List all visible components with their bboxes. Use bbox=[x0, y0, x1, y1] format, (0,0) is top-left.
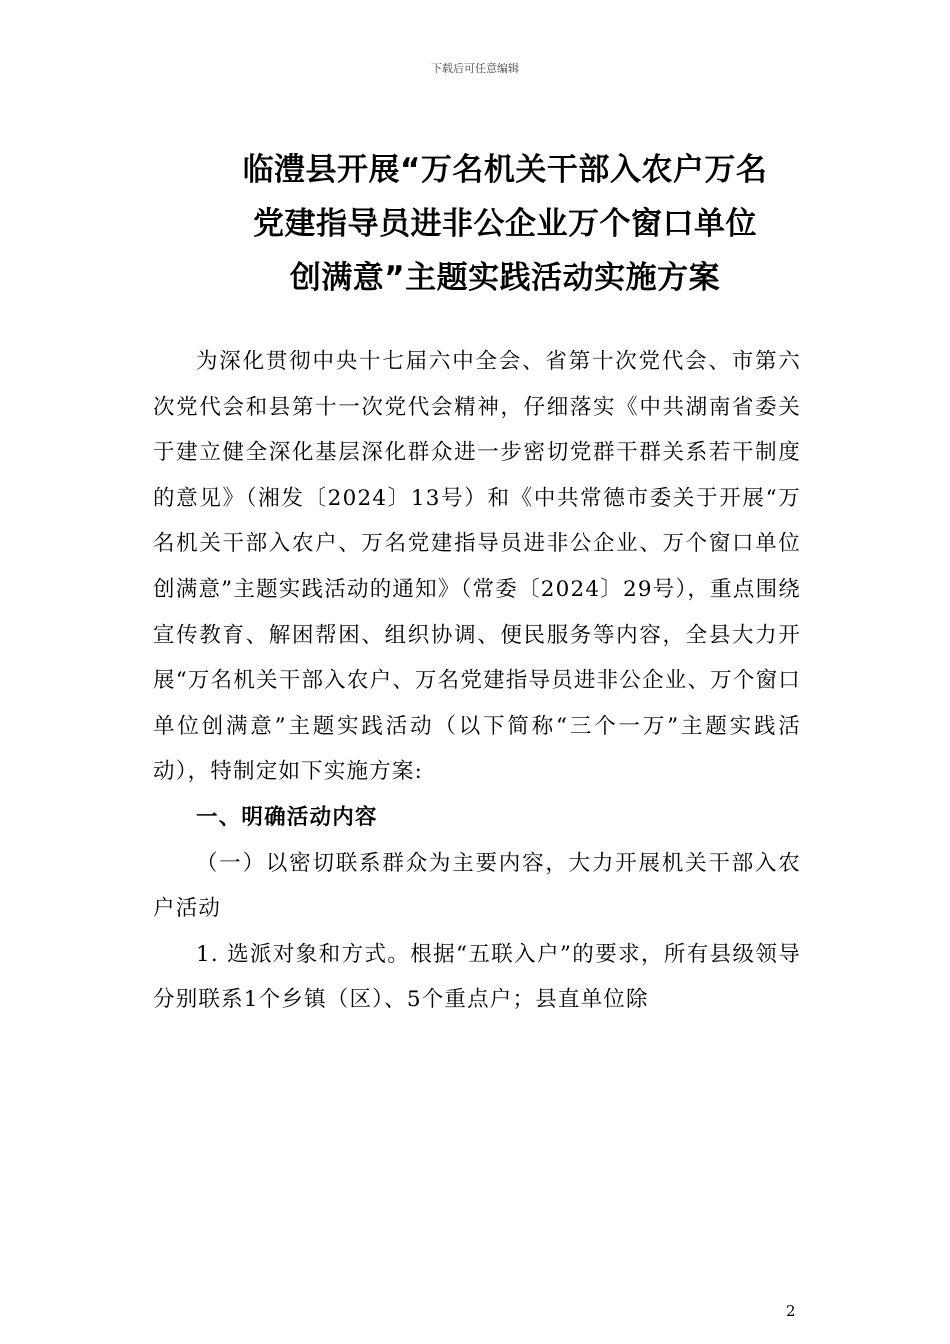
header-note: 下载后可任意编辑 bbox=[431, 62, 519, 75]
section-heading: 一、明确活动内容 bbox=[196, 804, 378, 830]
subsection-paragraph: （一）以密切联系群众为主要内容，大力开展机关干部入农户活动 bbox=[153, 850, 801, 922]
document-body bbox=[153, 339, 801, 1023]
document-title bbox=[155, 143, 855, 305]
page-number: 2 bbox=[786, 1302, 796, 1320]
item-paragraph: 1. 选派对象和方式。根据“五联入户”的要求，所有县级领导分别联系1个乡镇（区）、5个重点户；县直单位除 bbox=[153, 941, 801, 1013]
title-line-2: 党建指导员进非公企业万个窗口单位 bbox=[253, 206, 757, 242]
title-line-3: 创满意”主题实践活动实施方案 bbox=[289, 260, 721, 296]
intro-paragraph: 为深化贯彻中央十七届六中全会、省第十次党代会、市第六次党代会和县第十一次党代会精神，仔细落实《中共湖南省委关于建立健全深化基层深化群众进一步密切党群干群关系若干制度的意见》（湘发〔2024〕13号）和《中共常德市委关于开展“万名机关干部入农户、万名党建指导员进非公企业、万个窗口单位创满意”主题实践活动的通知》（常委〔2024〕29号），重点围绕宣传教育、解困帮困、组织协调、便民服务等内容，全县大力开展“万名机关干部入农户、万名党建指导员进非公企业、万个窗口单位创满意”主题实践活动（以下简称“三个一万”主题实践活动），特制定如下实施方案: bbox=[153, 349, 801, 785]
title-line-1: 临澧县开展“万名机关干部入农户万名 bbox=[242, 152, 768, 188]
